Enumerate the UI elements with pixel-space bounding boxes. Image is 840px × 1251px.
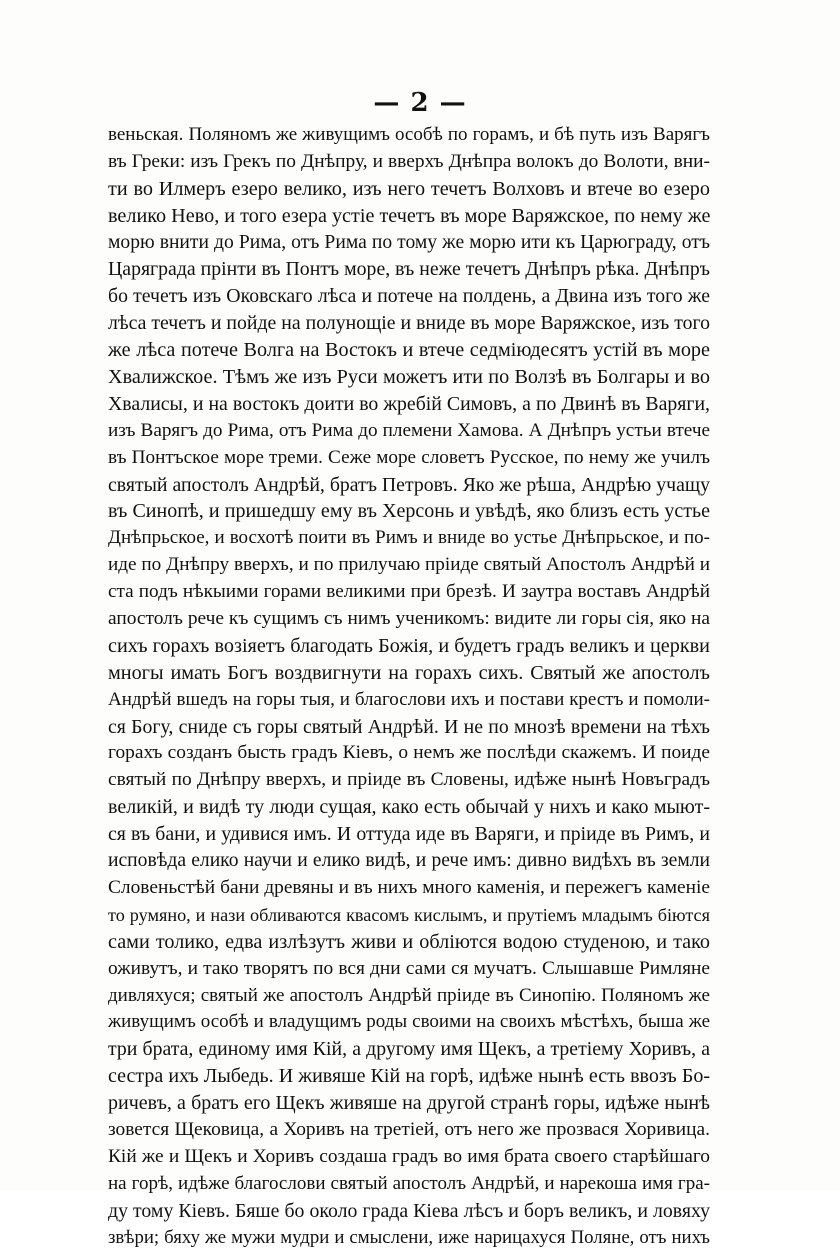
- text-line: бо течетъ изъ Оковскаго лѣса и потече на полдень, а Двина изъ того же: [108, 285, 710, 308]
- text-line: веньская. Поляномъ же живущимъ особѣ по горамъ, и бѣ путь изъ Варягъ: [108, 124, 710, 145]
- text-line: ста подъ нѣкыими горами великими при брезѣ. И заутра воставъ Андрѣй: [108, 581, 710, 603]
- text-line: Андрѣй вшедъ на горы тыя, и благослови ихъ и постави крестъ и помоли-: [108, 688, 710, 710]
- text-line: ду тому Кіевъ. Бяше бо около града Кіева лѣсъ и боръ великъ, и ловяху: [108, 1199, 710, 1222]
- text-line: сами толико, едва излѣзутъ живи и обліются водою студеною, и тако: [108, 930, 710, 953]
- text-line: ся Богу, сниде съ горы святый Андрѣй. И не по мнозѣ времени на тѣхъ: [108, 715, 710, 738]
- text-line: сихъ горахъ возіяетъ благодать Божія, и будетъ градъ великъ и церкви: [108, 634, 710, 657]
- text-line: то румяно, и нази обливаются квасомъ кислымъ, и прутіемъ младымъ біются: [108, 904, 710, 925]
- text-line: изъ Варягъ до Рима, отъ Рима до племени Хамова. А Днѣпръ устьи втече: [108, 419, 710, 441]
- text-line: на горѣ, идѣже благослови святый апостолъ Андрѣй, и нарекоша имя гра-: [108, 1172, 710, 1194]
- text-line: Царяграда прінти въ Понтъ море, въ неже течетъ Днѣпръ рѣка. Днѣпръ: [108, 258, 710, 281]
- text-line: апостолъ рече къ сущимъ съ нимъ ученикомъ: видите ли горы сія, яко на: [108, 608, 710, 630]
- text-line: святый по Днѣпру вверхъ, и пріиде въ Словены, идѣже нынѣ Новъградъ: [108, 769, 710, 791]
- text-line: звѣри; бяху же мужи мудри и смыслени, иже нарицахуся Поляне, отъ нихъ: [108, 1226, 710, 1248]
- text-line: Хвалижское. Тѣмъ же изъ Руси можетъ ити по Волзѣ въ Болгары и во: [108, 366, 710, 389]
- text-line: оживутъ, и тако творятъ по вся дни сами ся мучатъ. Слышавше Римляне: [108, 957, 710, 979]
- text-line: зовется Щековица, а Хоривъ на третіей, отъ него же прозвася Хоривица.: [108, 1118, 710, 1140]
- body-text: [108, 122, 710, 1251]
- text-line: дивляхуся; святый же апостолъ Андрѣй пріиде въ Синопію. Поляномъ же: [108, 984, 710, 1006]
- text-line: морю внити до Рима, отъ Рима по тому же морю ити къ Царюграду, отъ: [108, 231, 710, 253]
- text-line: въ Понтъское море треми. Сеже море словетъ Русское, по нему же училъ: [108, 446, 710, 468]
- text-line: въ Синопѣ, и пришедшу ему въ Херсонь и увѣдѣ, яко близъ есть устье: [108, 500, 710, 523]
- text-line: горахъ созданъ бысть градъ Кіевъ, о немъ же послѣди скажемъ. И поиде: [108, 742, 710, 764]
- text-line: ричевъ, а братъ его Щекъ живяше на другой странѣ горы, идѣже нынѣ: [108, 1092, 710, 1115]
- text-line: ся въ бани, и удивися имъ. И оттуда иде въ Варяги, и пріиде въ Римъ, и: [108, 823, 710, 846]
- text-line: многы имать Богъ воздвигнути на горахъ сихъ. Святый же апостолъ: [108, 661, 710, 684]
- text-line: сестра ихъ Лыбедь. И живяше Кій на горѣ, идѣже нынѣ есть ввозъ Бо-: [108, 1065, 710, 1088]
- text-line: Словеньстѣй бани древяны и въ нихъ много каменія, и пережегъ каменіе: [108, 876, 710, 898]
- text-line: Хвалисы, и на востокъ доити во жребій Симовъ, а по Двинѣ въ Варяги,: [108, 392, 710, 415]
- text-line: три брата, единому имя Кій, а другому имя Щекъ, а третіему Хоривъ, а: [108, 1038, 710, 1061]
- text-line: же лѣса потече Волга на Востокъ и втече седміюдесятъ устій въ море: [108, 339, 710, 362]
- text-line: иде по Днѣпру вверхъ, и по прилучаю пріиде святый Апостолъ Андрѣй и: [108, 554, 710, 576]
- text-line: Днѣпрьское, и восхотѣ поити въ Римъ и вниде во устье Днѣпрьское, и по-: [108, 527, 710, 549]
- text-line: исповѣда елико научи и елико видѣ, и рече имъ: дивно видѣхъ въ земли: [108, 850, 710, 872]
- text-line: святый апостолъ Андрѣй, братъ Петровъ. Яко же рѣша, Андрѣю учащу: [108, 473, 710, 496]
- text-line: ти во Илмеръ езеро велико, изъ него течетъ Волховъ и втече во езеро: [108, 177, 710, 200]
- text-line: великій, и видѣ ту люди сущая, како есть обычай у нихъ и како мыют-: [108, 796, 710, 819]
- text-line: лѣса течетъ и пойде на полунощіе и вниде въ море Варяжское, изъ того: [108, 312, 710, 335]
- page-number: — 2 —: [373, 88, 467, 118]
- text-line: Кій же и Щекъ и Хоривъ создаша градъ во имя брата своего старѣйшаго: [108, 1145, 710, 1167]
- text-line: велико Нево, и того езера устіе течетъ въ море Варяжское, по нему же: [108, 204, 711, 227]
- text-line: живущимъ особѣ и владущимъ роды своими на своихъ мѣстѣхъ, быша же: [108, 1011, 710, 1033]
- text-line: въ Греки: изъ Грекъ по Днѣпру, и вверхъ Днѣпра волокъ до Волоти, вни-: [108, 150, 710, 172]
